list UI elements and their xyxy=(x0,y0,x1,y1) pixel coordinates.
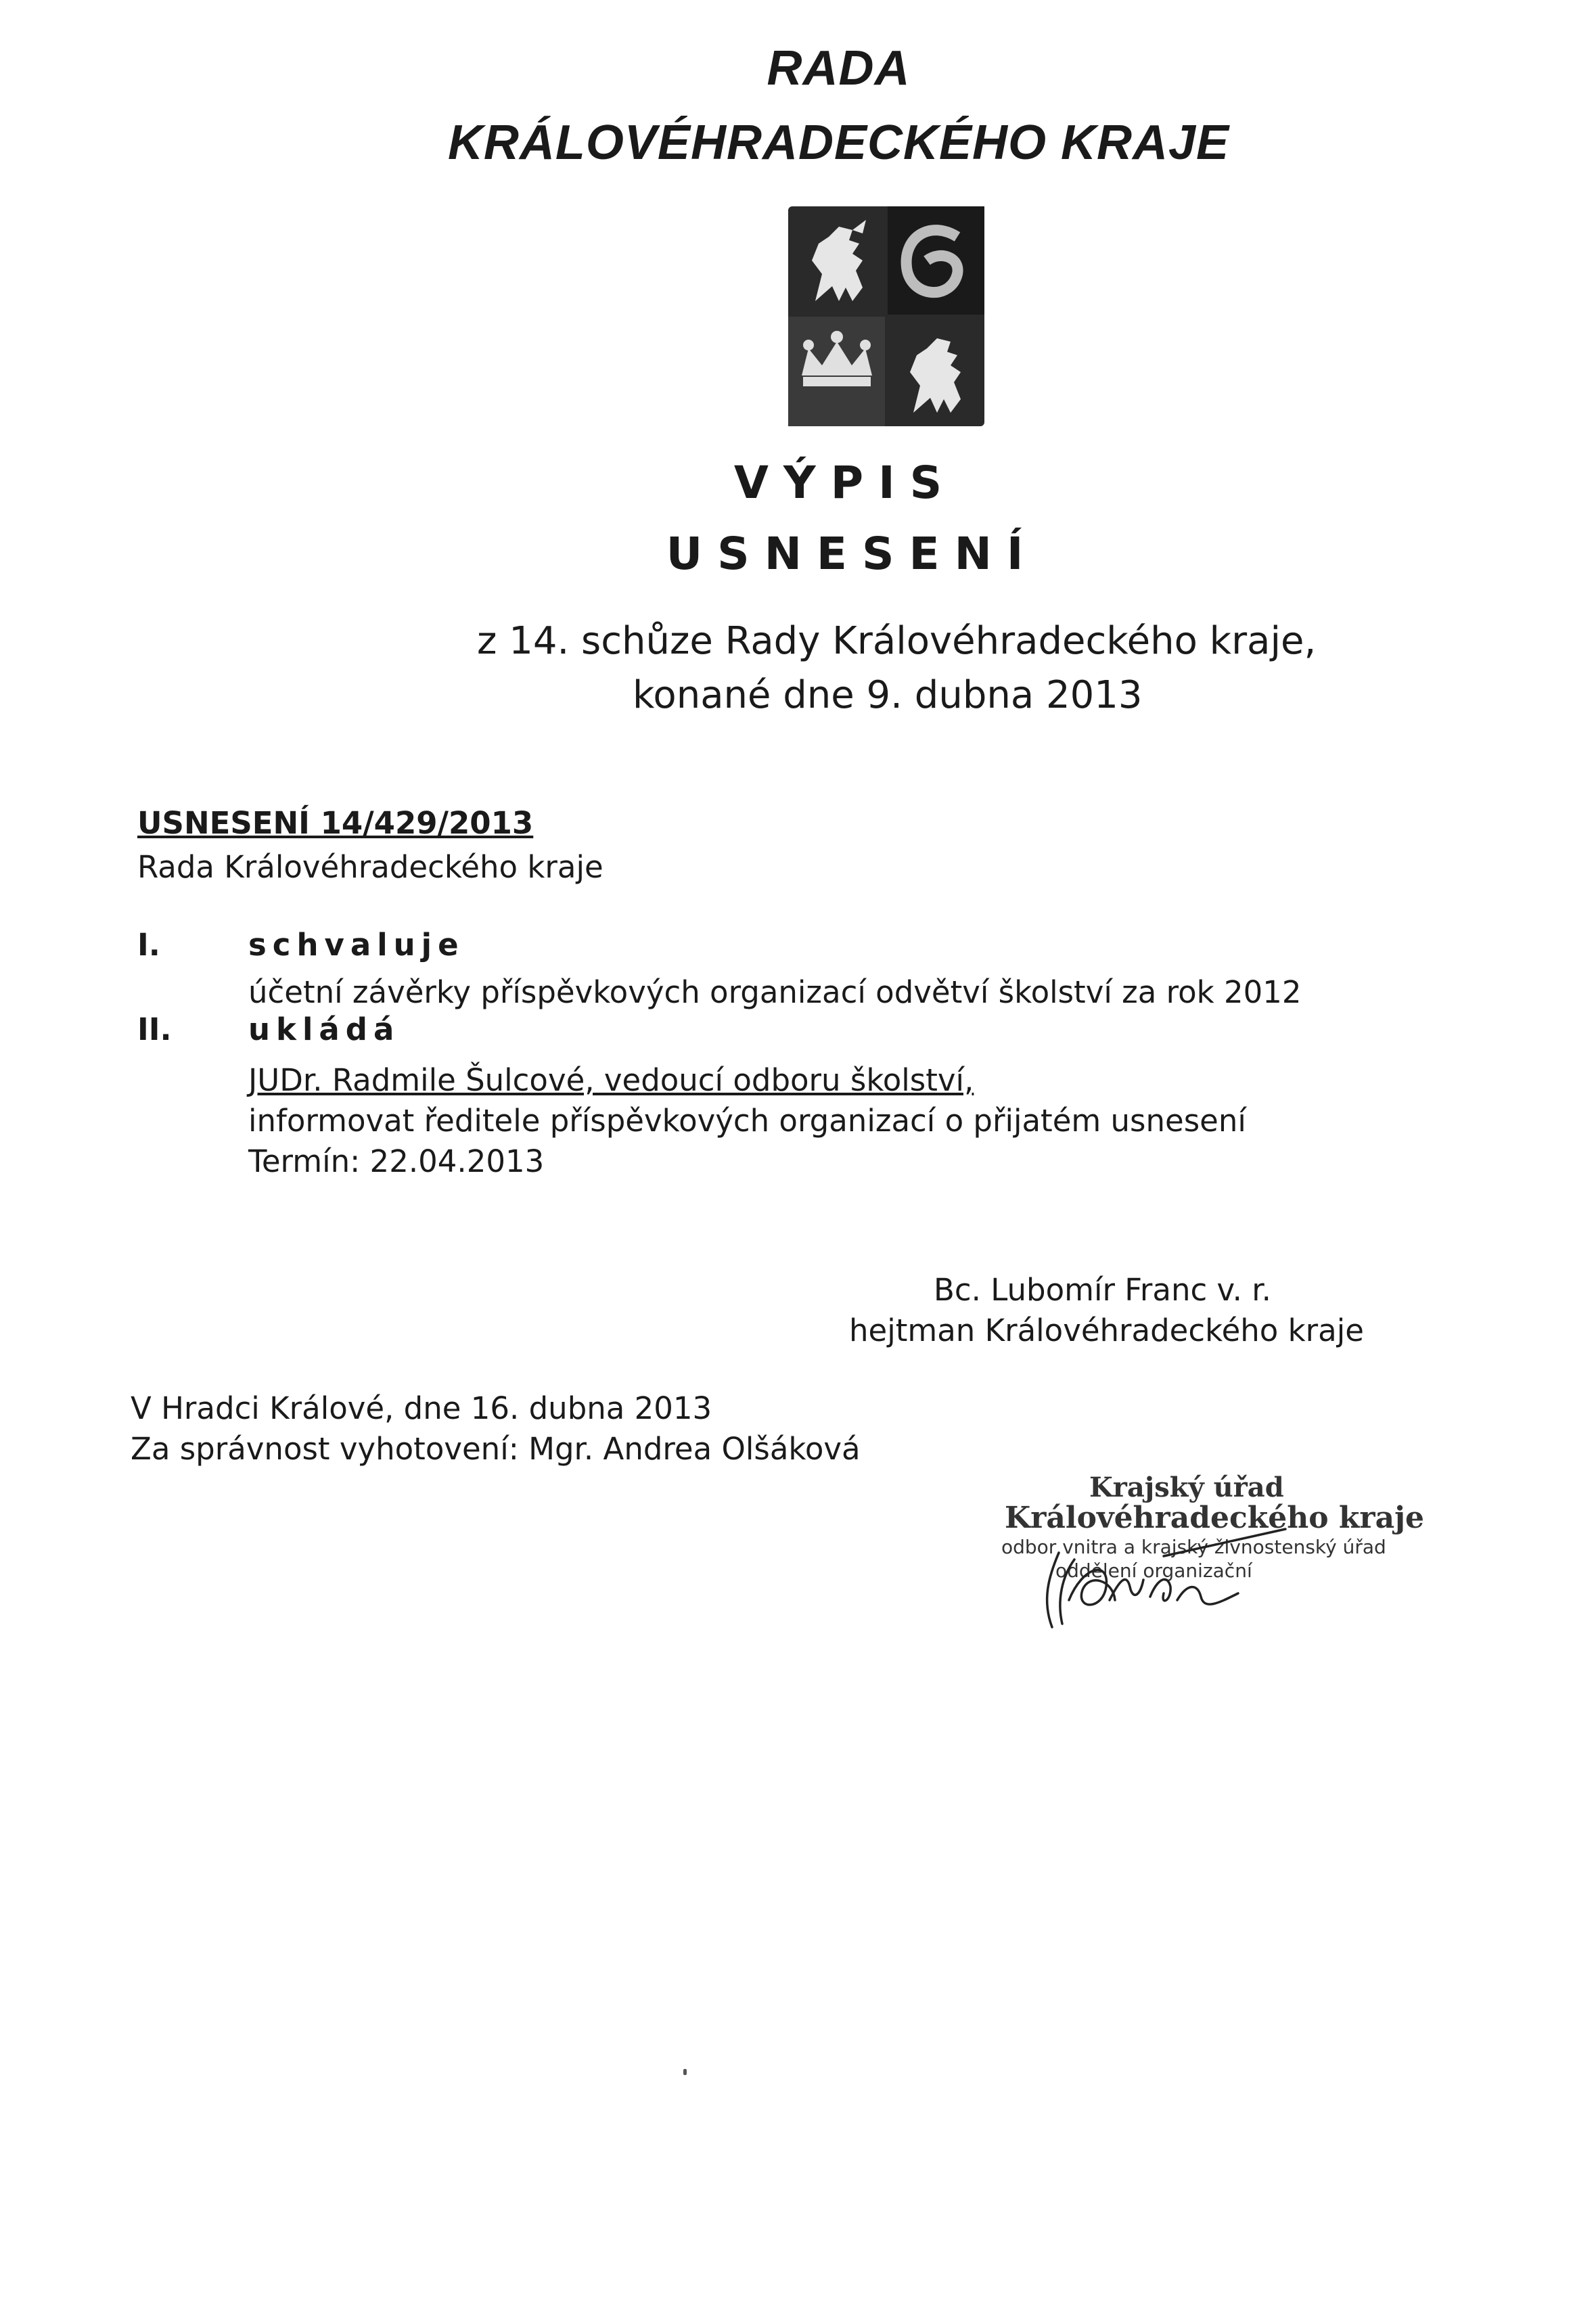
stamp-line: oddělení organizační xyxy=(1055,1560,1252,1582)
region-title: KRÁLOVÉHRADECKÉHO KRAJE xyxy=(447,116,1230,170)
signer-role: hejtman Královéhradeckého kraje xyxy=(849,1313,1364,1348)
meeting-date: konané dne 9. dubna 2013 xyxy=(633,673,1143,717)
council-title: RADA xyxy=(767,41,911,95)
stamp-line: odbor vnitra a krajský živnostenský úřad xyxy=(1001,1536,1386,1558)
resolution-number: USNESENÍ 14/429/2013 xyxy=(137,805,534,841)
item-text: informovat ředitele příspěvkových organizací o přijatém usnesení xyxy=(248,1103,1246,1139)
item-deadline: Termín: 22.04.2013 xyxy=(248,1143,545,1179)
place-and-date: V Hradci Králové, dne 16. dubna 2013 xyxy=(131,1390,712,1426)
stamp-line: Krajský úřad xyxy=(1089,1472,1284,1503)
correctness-note: Za správnost vyhotovení: Mgr. Andrea Olšáková xyxy=(131,1431,861,1467)
document-type-title: VÝPIS xyxy=(733,457,957,509)
item-addressee: JUDr. Radmile Šulcové, vedoucí odboru školství, xyxy=(248,1062,974,1098)
coat-of-arms-icon xyxy=(788,206,984,426)
item-text: účetní závěrky příspěvkových organizací odvětví školství za rok 2012 xyxy=(248,974,1302,1010)
item-verb: schvaluje xyxy=(248,927,465,963)
meeting-info: z 14. schůze Rady Královéhradeckého kraje, xyxy=(477,619,1317,663)
item-verb: ukládá xyxy=(248,1011,401,1047)
item-numeral: II. xyxy=(137,1011,172,1047)
resolution-body: Rada Královéhradeckého kraje xyxy=(137,849,603,885)
document-type-subtitle: USNESENÍ xyxy=(666,528,1039,580)
signer-name: Bc. Lubomír Franc v. r. xyxy=(934,1272,1271,1308)
scan-speck xyxy=(683,2069,687,2075)
stamp-line: Královéhradeckého kraje xyxy=(1005,1501,1425,1535)
handwritten-signature-icon xyxy=(995,1465,1333,1634)
item-numeral: I. xyxy=(137,927,160,963)
